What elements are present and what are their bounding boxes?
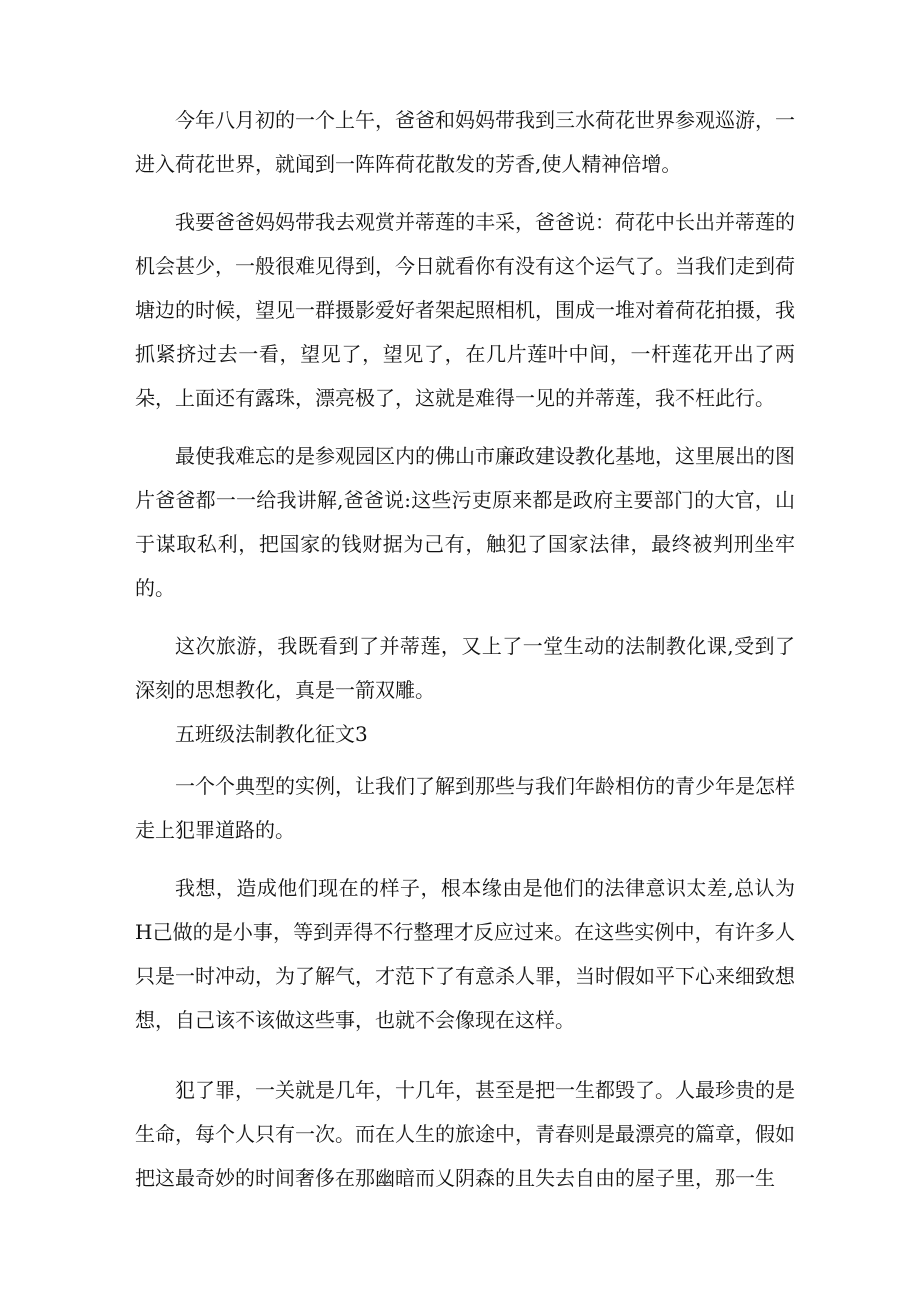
paragraph-cherish-life: 犯了罪，一关就是几年，十几年，甚至是把一生都毁了。人最珍贵的是生命，每个人只有一次。而在人生的旅途中，青春则是最漂亮的篇章，假如把这最奇妙的时间奢侈在那幽暗而乂阴森的且失去自由的屋子里，那一生 [135, 1078, 795, 1190]
paragraph-legal-awareness: 我想，造成他们现在的样子，根本缘由是他们的法律意识太差,总认为H己做的是小事，等到弄得不行整理才反应过来。在这些实例中，有许多人只是一时冲动，为了解气，才范下了有意杀人罪，当时假如平下心来细致想想，自己该不该做这些事，也就不会像现在这样。 [135, 876, 795, 1032]
paragraph-lotus-visit: 今年八月初的一个上午，爸爸和妈妈带我到三水荷花世界参观巡游，一进入荷花世界，就闻到一阵阵荷花散发的芳香,使人精神倍增。 [135, 108, 795, 176]
paragraph-trip-summary: 这次旅游，我既看到了并蒂莲，又上了一堂生动的法制教化课,受到了深刻的思想教化，真是一箭双雕。 [135, 634, 795, 702]
paragraph-twin-lotus: 我要爸爸妈妈带我去观赏并蒂莲的丰采，爸爸说：荷花中长出并蒂莲的机会甚少，一般很难见得到，今日就看你有没有这个运气了。当我们走到荷塘边的时候，望见一群摄影爱好者架起照相机，围成一堆对着荷花拍摄，我抓紧挤过去一看，望见了，望见了，在几片莲叶中间，一杆莲花开出了两朵，上面还有露珠，漂亮极了，这就是难得一见的并蒂莲，我不枉此行。 [135, 210, 795, 410]
paragraph-integrity-base: 最使我难忘的是参观园区内的佛山市廉政建设教化基地，这里展出的图片爸爸都一一给我讲解,爸爸说:这些污吏原来都是政府主要部门的大官，山于谋取私利，把国家的钱财据为己有，触犯了国家法律，最终被判刑坐牢的。 [135, 444, 795, 600]
section-heading: 五班级法制教化征文3 [175, 722, 368, 746]
document-body [135, 98, 795, 1200]
paragraph-typical-cases: 一个个典型的实例，让我们了解到那些与我们年龄相仿的青少年是怎样走上犯罪道路的。 [135, 774, 795, 842]
